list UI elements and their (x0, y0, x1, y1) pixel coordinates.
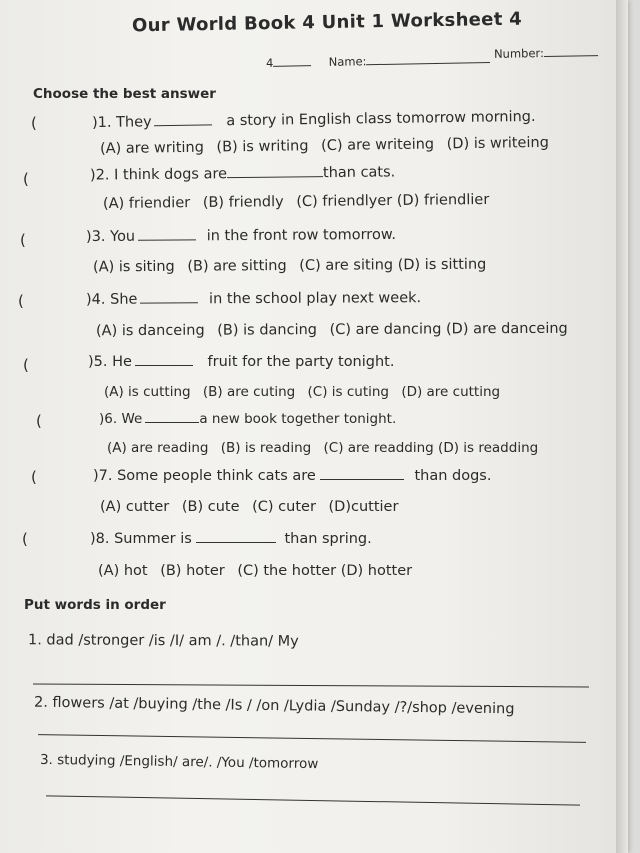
option[interactable]: (B) is writing (216, 138, 309, 156)
options-2 (103, 191, 489, 213)
question-text: )3. You (85, 228, 136, 246)
answer-paren[interactable]: ( (31, 114, 37, 132)
answer-line-1[interactable] (33, 684, 589, 688)
question-8 (90, 530, 372, 548)
question-text: )6. We (99, 411, 143, 427)
answer-paren[interactable]: ( (36, 412, 42, 430)
option[interactable]: (D) are cutting (401, 384, 501, 400)
question-5 (88, 353, 394, 371)
option[interactable]: (A) hot (98, 563, 148, 579)
option[interactable]: (D) is readding (438, 440, 539, 456)
option[interactable]: (B) is dancing (217, 322, 318, 339)
question-text-after: than dogs. (414, 468, 492, 484)
option[interactable]: (D) are danceing (445, 320, 568, 338)
option[interactable]: (B) friendly (202, 194, 284, 211)
question-1 (92, 108, 536, 132)
option[interactable]: (A) is cutting (104, 384, 191, 400)
question-text-after: a new book together tonight. (199, 411, 397, 427)
question-blank (227, 164, 323, 178)
option[interactable]: (A) is siting (92, 258, 175, 276)
option[interactable]: (A) is danceing (95, 322, 205, 340)
options-8 (98, 562, 412, 580)
options-7 (100, 498, 398, 516)
number-label: Number: (493, 46, 544, 61)
header-row (266, 50, 491, 72)
answer-paren[interactable]: ( (20, 231, 26, 249)
order-item-1: 1. dad /stronger /is /I/ am /. /than/ My (27, 632, 299, 650)
question-text-after: in the front row tomorrow. (206, 226, 396, 245)
option[interactable]: (C) are dancing (329, 321, 442, 339)
option[interactable]: (A) friendier (102, 195, 191, 213)
question-blank (138, 227, 196, 240)
option[interactable]: (D) is writeing (446, 134, 549, 153)
option[interactable]: (C) are writeing (320, 136, 435, 155)
option[interactable]: (C) are readding (323, 440, 434, 456)
question-text-after: fruit for the party tonight. (207, 354, 395, 370)
option[interactable]: (B) hoter (160, 563, 225, 579)
class-prefix: 4 (265, 55, 274, 70)
answer-paren[interactable]: ( (23, 356, 29, 374)
question-3 (86, 226, 396, 246)
option[interactable]: (A) are writing (99, 139, 204, 158)
answer-line-3[interactable] (46, 795, 580, 805)
option[interactable]: (C) the hotter (237, 563, 337, 579)
question-text-after: a story in English class tomorrow morning. (226, 108, 536, 130)
question-4 (86, 289, 421, 309)
section-heading-choose: Choose the best answer (33, 86, 216, 102)
order-item-2: 2. flowers /at /buying /the /Is / /on /Lydia /Sunday /?/shop /evening (33, 694, 515, 718)
option[interactable]: (D) friendlier (396, 191, 490, 209)
option[interactable]: (C) is cuting (307, 384, 390, 400)
question-text-after: than spring. (284, 531, 372, 547)
question-blank (154, 112, 212, 126)
question-text: )1. They (91, 114, 152, 132)
answer-paren[interactable]: ( (31, 468, 37, 486)
question-6 (99, 410, 396, 428)
question-text: )8. Summer is (90, 531, 192, 547)
name-field[interactable] (366, 50, 490, 65)
option[interactable]: (A) are reading (107, 440, 209, 456)
option[interactable]: (B) is reading (220, 440, 312, 456)
section-heading-order: Put words in order (24, 597, 166, 613)
option[interactable]: (C) friendlyer (296, 192, 393, 210)
option[interactable]: (D)cuttier (328, 499, 399, 515)
answer-paren[interactable]: ( (22, 530, 28, 548)
options-5 (104, 383, 500, 401)
page-title: Our World Book 4 Unit 1 Worksheet 4 (131, 8, 523, 37)
question-text: )2. I think dogs are (89, 166, 228, 184)
options-6 (107, 439, 538, 457)
question-blank (135, 353, 193, 366)
question-text: )7. Some people think cats are (93, 468, 316, 484)
question-text: )4. She (85, 291, 138, 308)
name-label: Name: (328, 54, 367, 69)
answer-line-2[interactable] (38, 734, 586, 743)
question-blank (145, 410, 199, 423)
option[interactable]: (C) cuter (252, 499, 316, 515)
option[interactable]: (B) are sitting (187, 258, 287, 275)
option[interactable]: (D) is sitting (397, 256, 487, 274)
option[interactable]: (D) hotter (340, 563, 413, 579)
class-blank[interactable] (273, 53, 311, 67)
answer-paren[interactable]: ( (18, 292, 24, 310)
page-edge-shadow (616, 0, 628, 853)
options-3 (93, 256, 486, 277)
number-row (494, 43, 598, 63)
question-text: )5. He (88, 354, 132, 370)
option[interactable]: (C) are siting (299, 257, 394, 274)
question-2 (90, 163, 395, 184)
number-field[interactable] (544, 43, 598, 57)
question-blank (196, 530, 276, 543)
question-7 (93, 467, 491, 485)
answer-paren[interactable]: ( (23, 170, 29, 188)
option[interactable]: (B) are cuting (202, 384, 296, 400)
option[interactable]: (A) cutter (100, 499, 170, 515)
options-4 (96, 320, 568, 340)
option[interactable]: (B) cute (181, 499, 240, 515)
question-blank (320, 467, 404, 480)
order-item-3: 3. studying /English/ are/. /You /tomorrow (39, 751, 319, 773)
question-blank (140, 290, 198, 303)
options-1 (100, 134, 549, 158)
question-text-after: in the school play next week. (208, 290, 422, 308)
question-text-after: than cats. (322, 164, 396, 182)
